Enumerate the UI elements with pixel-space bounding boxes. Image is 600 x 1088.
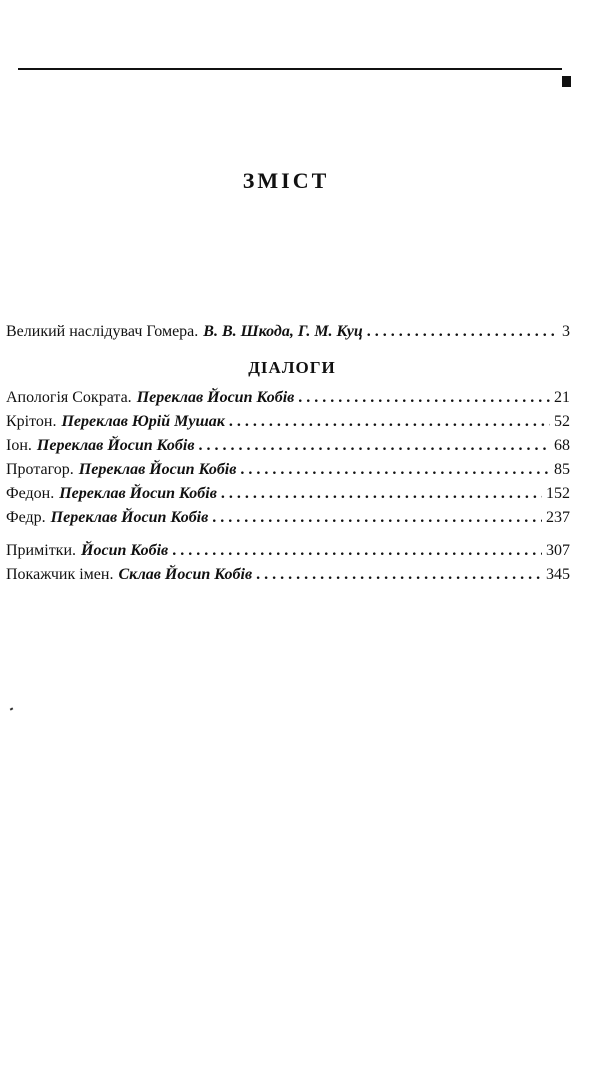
dot-leader [199, 437, 551, 455]
toc-entry-title: Апологія Сократа. [6, 389, 132, 406]
toc-entry-phaedo[interactable] [6, 485, 570, 507]
dot-leader [240, 461, 550, 479]
toc-entry-page: 3 [562, 323, 570, 340]
toc-entry-page: 52 [554, 413, 570, 430]
toc-entry-page: 68 [554, 437, 570, 454]
toc-entry-author: Переклав Йосип Кобів [78, 461, 237, 478]
toc-entry-author: Переклав Йосип Кобів [136, 389, 295, 406]
dot-leader [172, 542, 542, 560]
toc-entry-ion[interactable] [6, 437, 570, 459]
page-title: ЗМІСТ [242, 168, 330, 193]
toc-entry-crito[interactable] [6, 413, 570, 435]
toc-entry-phaedrus[interactable] [6, 509, 570, 531]
toc-entry-author: Склав Йосип Кобів [118, 566, 253, 583]
toc-entry-title: Федон. [6, 485, 55, 502]
toc-entry-page: 307 [546, 542, 570, 559]
toc-entry-author: Переклав Йосип Кобів [50, 509, 209, 526]
dot-leader [229, 413, 550, 431]
dot-leader [298, 389, 550, 407]
toc-entry-title: Крітон. [6, 413, 57, 430]
toc-entry-author: В. В. Шкода, Г. М. Куц [203, 323, 363, 340]
corner-mark [562, 76, 571, 87]
toc-entry-title: Федр. [6, 509, 46, 526]
top-rule [18, 68, 562, 70]
dot-leader [221, 485, 542, 503]
toc-entry-notes[interactable] [6, 542, 570, 564]
section-heading-dialogues: ДІАЛОГИ [248, 358, 336, 377]
toc-entry-apology[interactable] [6, 389, 570, 411]
toc-entry-page: 152 [546, 485, 570, 502]
dot-leader [256, 566, 542, 584]
toc-entry-title: Протагор. [6, 461, 74, 478]
toc-entry-author: Переклав Юрій Мушак [61, 413, 225, 430]
toc-entry-title: Великий наслідувач Гомера. [6, 323, 199, 340]
toc-entry-author: Йосип Кобів [81, 542, 169, 559]
dot-leader [212, 509, 542, 527]
dot-leader [367, 323, 558, 341]
toc-entry-page: 237 [546, 509, 570, 526]
toc-entry-index[interactable] [6, 566, 570, 588]
toc-entry-intro[interactable] [6, 323, 570, 345]
toc-entry-page: 345 [546, 566, 570, 583]
toc-entry-author: Переклав Йосип Кобів [36, 437, 195, 454]
toc-entry-protagoras[interactable] [6, 461, 570, 483]
toc-entry-author: Переклав Йосип Кобів [59, 485, 217, 502]
toc-entry-title: Покажчик імен. [6, 566, 114, 583]
toc-entry-title: Іон. [6, 437, 32, 454]
toc-entry-title: Примітки. [6, 542, 77, 559]
stray-mark [10, 707, 14, 710]
toc-entry-page: 85 [554, 461, 570, 478]
toc-entry-page: 21 [554, 389, 570, 406]
